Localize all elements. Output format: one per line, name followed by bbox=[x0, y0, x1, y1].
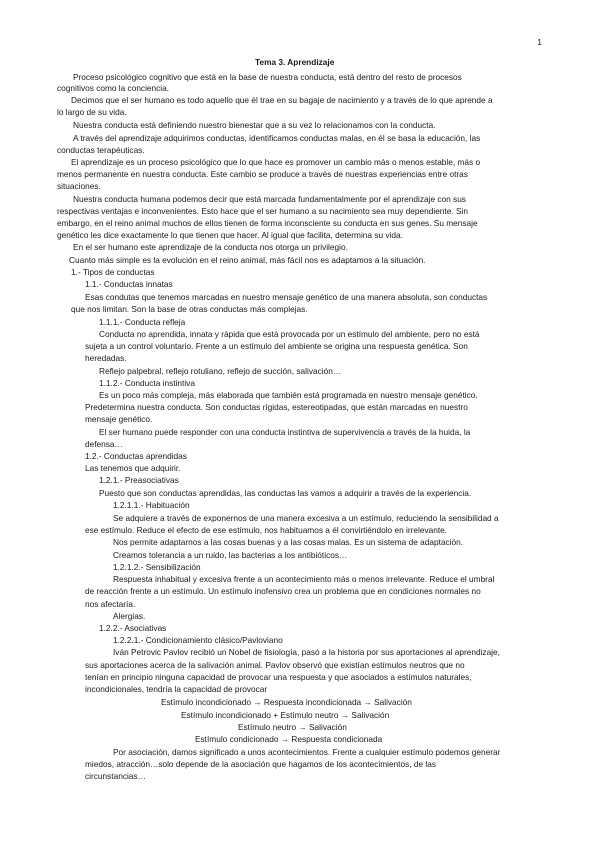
text-line: incondicionales, tendría la capacidad de provocar bbox=[85, 684, 268, 694]
heading-1-2-1-2: 1.2.1.2.- Sensibilización bbox=[113, 562, 201, 572]
text-line: nos afectaría. bbox=[85, 599, 136, 609]
text-line: Proceso psicológico cognitivo que está en la base de nuestra conducta, está dentro del resto de procesos bbox=[73, 72, 462, 82]
text-line: lo largo de su vida. bbox=[57, 107, 127, 117]
heading-1-1-2: 1.1.2.- Conducta instintiva bbox=[99, 378, 195, 388]
text-line: mensaje genético. bbox=[85, 414, 153, 424]
text-line: Nuestra conducta humana podemos decir que está marcada fundamentalmente por el aprendizaje con sus bbox=[73, 194, 466, 204]
formula-line: Estímulo condicionado → Respuesta condicionada bbox=[195, 734, 383, 744]
text-line: conductas terapéuticas. bbox=[57, 145, 145, 155]
text-line: Alergias. bbox=[113, 611, 146, 621]
text-line: respectivas ventajas e inconvenientes. Esto hace que el ser humano a su nacimiento sea muy dependiente. Sin bbox=[57, 206, 468, 216]
text-line: sujeta a un control voluntario. Frente a un estímulo del ambiente se origina una respuesta genética. Son bbox=[85, 341, 468, 351]
text-line: Nos permite adaptarnos a las cosas buenas y a las cosas malas. Es un sistema de adaptación. bbox=[113, 537, 464, 547]
text-line: sus aportaciones acerca de la salivación animal. Pavlov observó que existían estímulos neutros que no bbox=[85, 660, 465, 670]
text-line: A través del aprendizaje adquirimos conductas, identificamos conductas malas, en él se basa la educación, las bbox=[73, 133, 481, 143]
text-line: cognitivos como la conciencia. bbox=[57, 83, 170, 93]
text-line: situaciones. bbox=[57, 181, 101, 191]
formula-line: Estímulo incondicionado + Estímulo neutro → Salivación bbox=[181, 710, 390, 720]
heading-1-2-2-1: 1.2.2.1.- Condicionamiento clásico/Pavloviano bbox=[113, 635, 283, 645]
text-line: Nuestra conducta está definiendo nuestro bienestar que a su vez lo relacionamos con la conducta. bbox=[73, 120, 436, 130]
text-line: Creamos tolerancia a un ruido, las bacterias a los antibióticos… bbox=[113, 550, 348, 560]
text-line: El ser humano puede responder con una conducta instintiva de supervivencia a través de la huida, la bbox=[99, 427, 471, 437]
text-line: que nos limitan. Son la base de otras conductas más complejas. bbox=[71, 304, 308, 314]
text-line: genético les dice exactamente lo que tienen que hacer. Al igual que facilita, determina su vida. bbox=[57, 230, 403, 240]
text-line: Es un poco más compleja, más elaborada que también está programada en nuestro mensaje genético. bbox=[99, 390, 478, 400]
text-line: heredadas. bbox=[85, 353, 127, 363]
heading-1-1: 1.1.- Conductas innatas bbox=[85, 279, 173, 289]
text-line: En el ser humano este aprendizaje de la conducta nos otorga un privilegio. bbox=[73, 242, 348, 252]
heading-1-2-1: 1.2.1.- Preasociativas bbox=[99, 475, 179, 485]
text-line: Conducta no aprendida, innata y rápida que está provocada por un estímulo del ambiente, pero no está bbox=[99, 329, 480, 339]
text-line: Respuesta inhabitual y excesiva frente a un acontecimiento más o menos irrelevante. Reduce el umbral bbox=[113, 574, 495, 584]
formula-line: Estímulo incondicionado → Respuesta incondicionada → Salivación bbox=[161, 697, 412, 707]
text-line: Iván Petrovic Pavlov recibió un Nobel de fisiología, pasó a la historia por sus aportaciones al aprendizaje, bbox=[113, 647, 500, 657]
text-line: Decimos que el ser humano es todo aquello que él trae en su bagaje de nacimiento y a través de lo que aprende a bbox=[71, 95, 493, 105]
text-line: Por asociación, damos significado a unos acontecimientos. Frente a cualquier estímulo podemos generar bbox=[113, 747, 501, 757]
page-number: 1 bbox=[537, 37, 542, 47]
text-line: Esas condutas que tenemos marcadas en nuestro mensaje genético de una manera absoluta, son conductas bbox=[85, 292, 488, 302]
formula-line: Estímulo neutro → Salivación bbox=[238, 722, 347, 732]
text-line: El aprendizaje es un proceso psicológico que lo que hace es promover un cambio más o menos estable, más o bbox=[71, 157, 481, 167]
text-line: Las tenemos que adquirir. bbox=[85, 463, 181, 473]
text-line: Puesto que son conductas aprendidas, las conductas las vamos a adquirir a través de la experiencia. bbox=[99, 488, 472, 498]
text-line: miedos, atracción…solo depende de la asociación que hagamos de los acontecimientos, de las bbox=[85, 759, 436, 769]
text-line: circunstancias… bbox=[85, 771, 146, 781]
text-line: tenían en principio ninguna capacidad de provocar una respuesta y que asociados a estímulos naturales, bbox=[85, 672, 472, 682]
document-title: Tema 3. Aprendizaje bbox=[255, 57, 335, 67]
heading-1-2-1-1: 1.2.1.1.- Habituación bbox=[113, 500, 190, 510]
heading-1-2-2: 1.2.2.- Asociativas bbox=[99, 623, 167, 633]
text-line: defensa… bbox=[85, 439, 123, 449]
heading-1: 1.- Tipos de conductas bbox=[71, 267, 155, 277]
text-line: Cuanto más simple es la evolución en el reino animal, más fácil nos es adaptamos a la situación. bbox=[69, 255, 426, 265]
heading-1-2: 1.2.- Conductas aprendidas bbox=[85, 451, 187, 461]
text-line: de reacción frente a un estímulo. Un estímulo inofensivo crea un problema que en condiciones normales no bbox=[85, 586, 481, 596]
text-line: Se adquiere a través de exponernos de una manera excesiva a un estímulo, reduciendo la sensibilidad a bbox=[113, 513, 499, 523]
text-line: embargo, en el reino animal muchos de ellos tienen de forma inconsciente su conducta en sus genes. Su mensaje bbox=[57, 218, 478, 228]
text-line: ese estímulo. Reduce el efecto de ese estímulo, nos habituamos a él convirtiéndolo en irrelevante. bbox=[85, 525, 448, 535]
text-line: Predetermina nuestra conducta. Son conductas rígidas, estereotipadas, que están marcadas en nuestro bbox=[85, 402, 468, 412]
text-line: Reflejo palpebral, reflejo rotuliano, reflejo de succión, salivación… bbox=[99, 366, 342, 376]
text-line: menos permanente en nuestra conducta. Este cambio se produce a través de nuestras experiencias entre otras bbox=[57, 169, 468, 179]
heading-1-1-1: 1.1.1.- Conducta refleja bbox=[99, 317, 186, 327]
